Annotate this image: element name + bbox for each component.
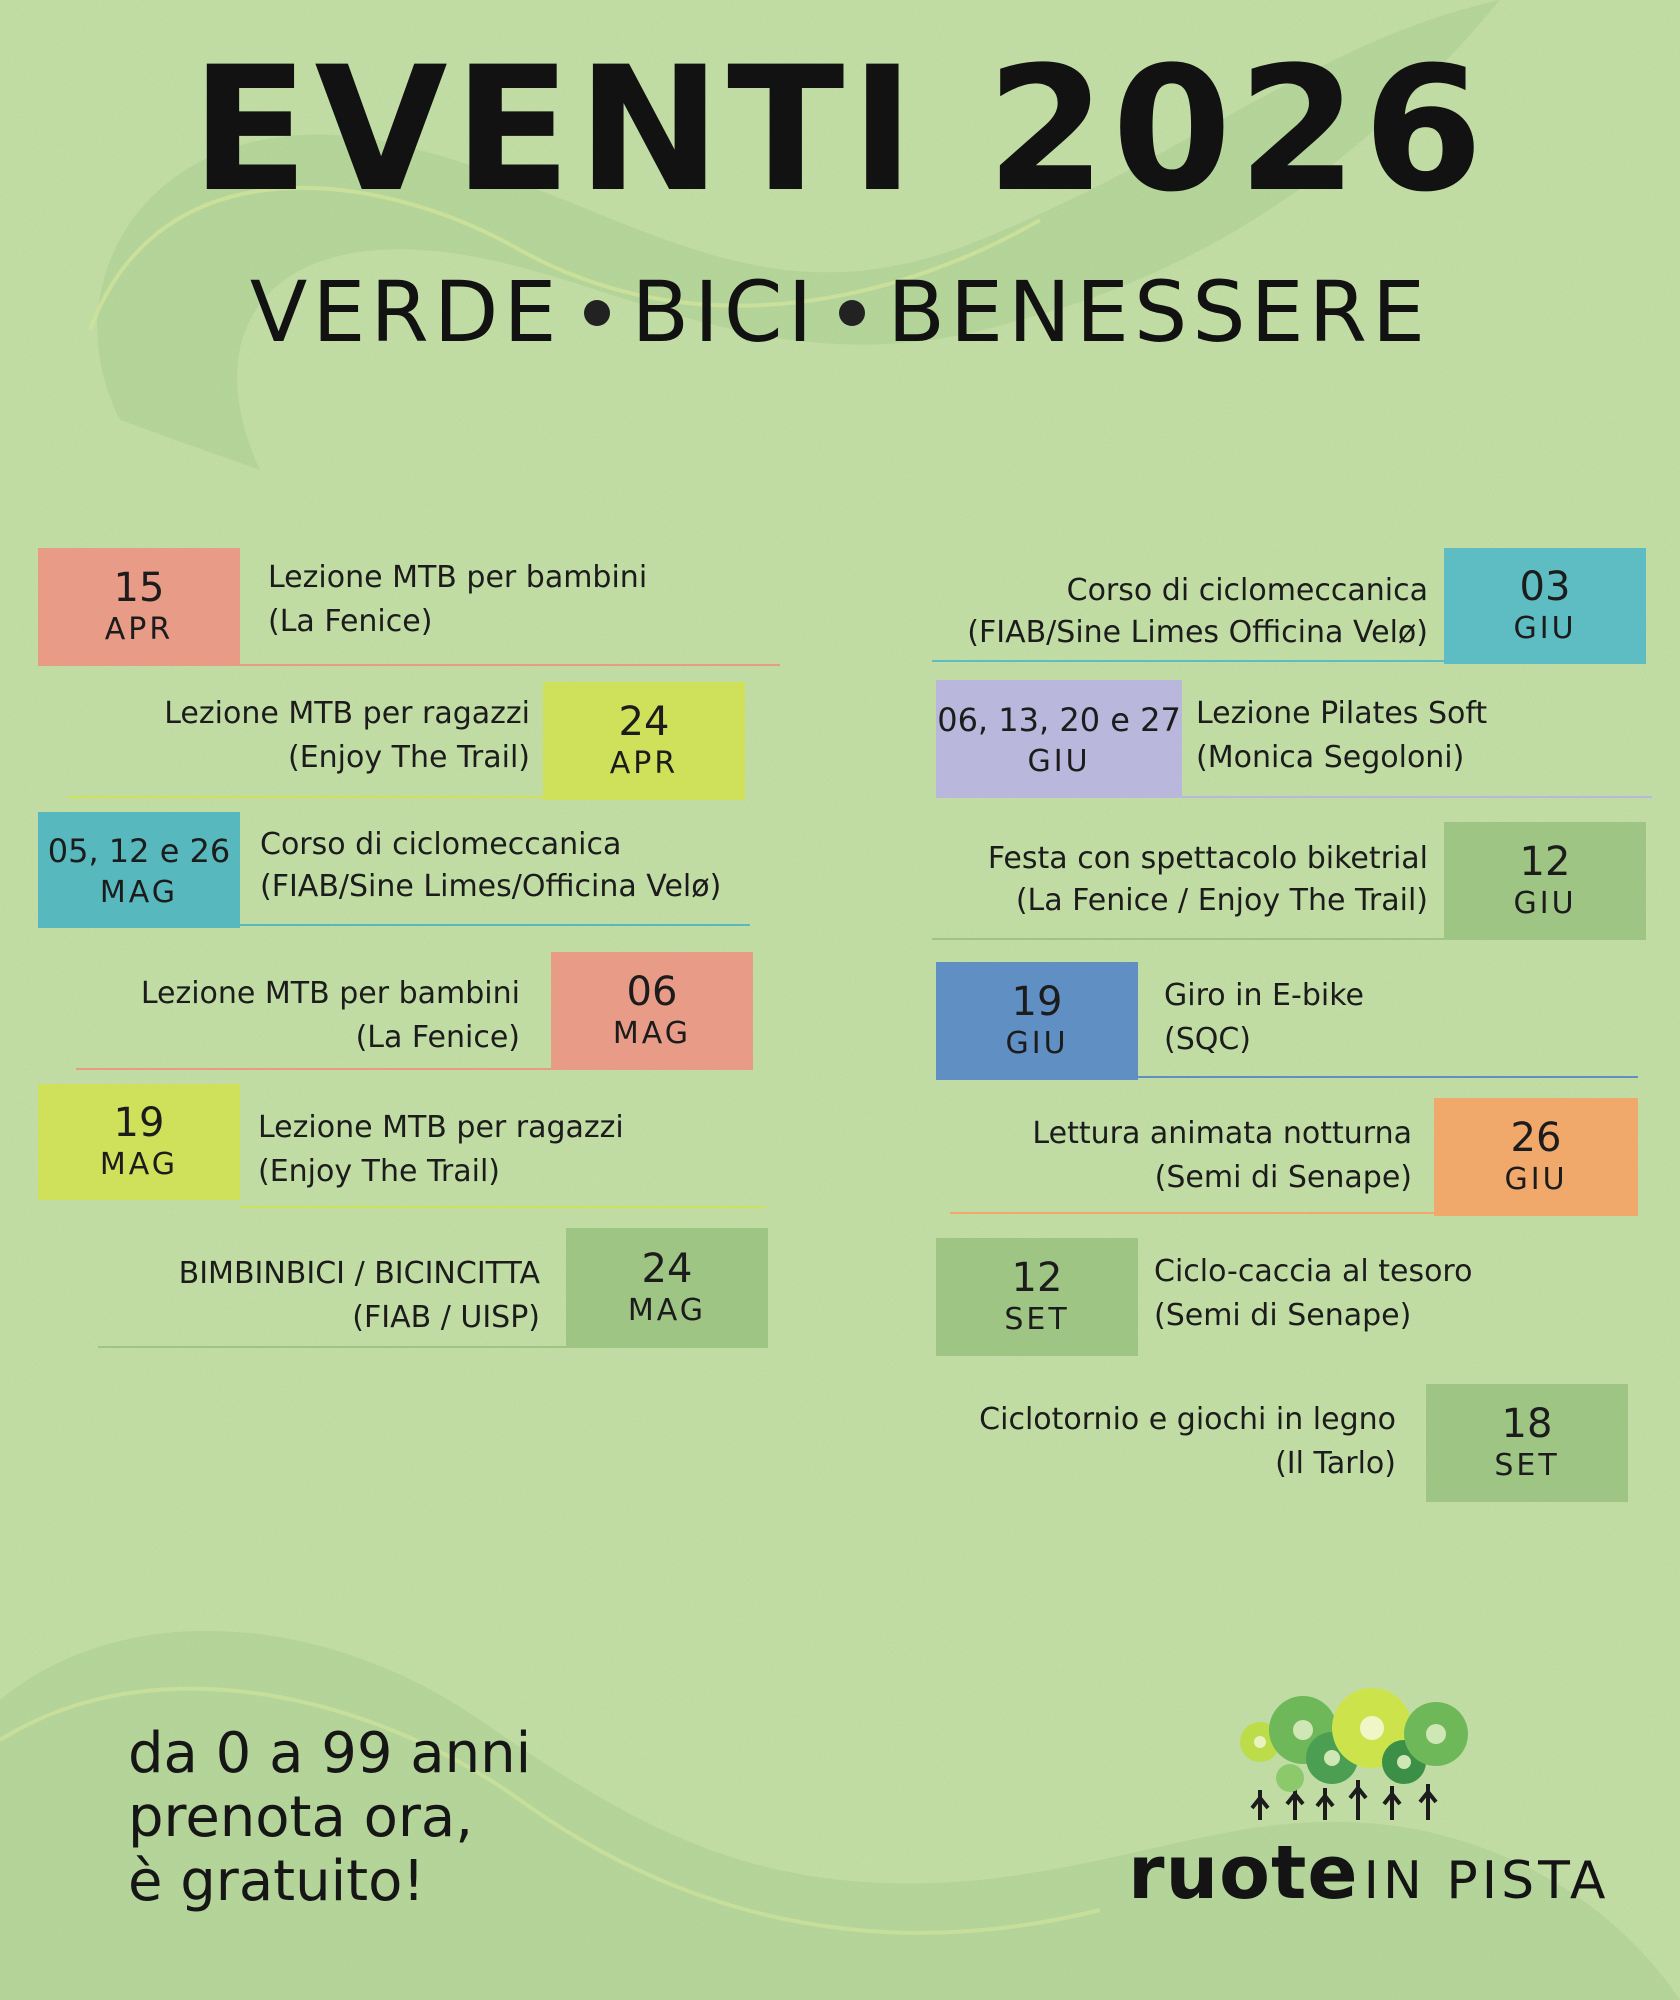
- date-badge: [936, 962, 1138, 1080]
- divider: [932, 660, 1444, 662]
- date-month: GIU: [1513, 611, 1577, 646]
- date-day: 26: [1510, 1115, 1562, 1161]
- event-description: [141, 972, 520, 1060]
- event-title: Lettura animata notturna: [1032, 1116, 1412, 1151]
- event-description: [1032, 1112, 1412, 1200]
- event-description: [1154, 1250, 1472, 1338]
- date-badge: [38, 1084, 240, 1200]
- event-description: [979, 1398, 1396, 1486]
- date-month: GIU: [1005, 1026, 1069, 1061]
- date-day: 06: [626, 969, 678, 1015]
- date-day: 06, 13, 20 e 27: [937, 701, 1181, 739]
- event-organizer: (Enjoy The Trail): [288, 740, 530, 775]
- divider: [240, 1206, 765, 1208]
- event-item: [880, 822, 1650, 940]
- event-organizer: (La Fenice): [268, 604, 433, 639]
- page-subtitle: [120, 262, 1560, 362]
- logo-wordmark: [1128, 1830, 1610, 1916]
- date-badge: [936, 1238, 1138, 1356]
- event-title: BIMBINBICI / BICINCITTA: [178, 1256, 540, 1291]
- date-month: MAG: [99, 1147, 179, 1182]
- divider: [98, 1346, 566, 1348]
- bullet-dot-icon: [584, 300, 610, 326]
- event-item: [880, 1098, 1650, 1216]
- event-item: [936, 680, 1666, 798]
- event-item: [936, 1238, 1666, 1356]
- event-item: [38, 682, 758, 800]
- date-day: 18: [1501, 1401, 1553, 1447]
- event-description: [260, 824, 721, 908]
- date-month: MAG: [99, 875, 179, 910]
- event-item: [936, 962, 1666, 1080]
- date-month: SET: [1004, 1302, 1070, 1337]
- footer-line: è gratuito!: [128, 1849, 425, 1914]
- date-month: MAG: [612, 1016, 692, 1051]
- divider: [76, 1068, 551, 1070]
- date-day: 15: [113, 565, 165, 611]
- logo-word: ruote: [1128, 1830, 1359, 1916]
- event-title: Lezione MTB per ragazzi: [164, 696, 530, 731]
- divider: [1182, 796, 1652, 798]
- event-description: [179, 1252, 540, 1340]
- event-organizer: (Semi di Senape): [1154, 1160, 1412, 1195]
- date-badge: [38, 548, 240, 666]
- event-item: [880, 1384, 1650, 1502]
- date-day: 12: [1519, 839, 1571, 885]
- date-month: GIU: [1513, 886, 1577, 921]
- event-organizer: (Il Tarlo): [1275, 1446, 1396, 1481]
- date-day: 19: [113, 1100, 165, 1146]
- subtitle-part: BENESSERE: [887, 263, 1431, 361]
- event-description: [988, 838, 1428, 922]
- event-title: Corso di ciclomeccanica: [1066, 573, 1428, 608]
- event-organizer: (FIAB / UISP): [352, 1300, 540, 1335]
- date-month: APR: [104, 612, 174, 647]
- subtitle-part: BICI: [631, 263, 818, 361]
- date-badge: [38, 812, 240, 928]
- event-description: [268, 556, 647, 644]
- event-description: [164, 692, 530, 780]
- date-day: 12: [1011, 1255, 1063, 1301]
- event-description: [258, 1106, 624, 1194]
- event-organizer: (Enjoy The Trail): [258, 1154, 500, 1189]
- event-item: [38, 952, 758, 1070]
- event-title: Lezione MTB per ragazzi: [258, 1110, 624, 1145]
- date-month: GIU: [1504, 1162, 1568, 1197]
- event-organizer: (FIAB/Sine Limes/Officina Velø): [260, 869, 722, 904]
- event-organizer: (Semi di Senape): [1154, 1298, 1412, 1333]
- footer-tagline: [128, 1722, 531, 1914]
- date-day: 24: [641, 1246, 693, 1292]
- date-day: 24: [618, 699, 670, 745]
- event-organizer: (Monica Segoloni): [1196, 740, 1465, 775]
- footer-line: prenota ora,: [128, 1785, 474, 1850]
- footer-line: da 0 a 99 anni: [128, 1721, 532, 1786]
- event-item: [38, 1084, 798, 1200]
- event-title: Lezione Pilates Soft: [1196, 696, 1488, 731]
- event-item: [38, 548, 758, 666]
- event-title: Ciclo-caccia al tesoro: [1154, 1254, 1473, 1289]
- event-title: Corso di ciclomeccanica: [260, 827, 622, 862]
- divider: [1138, 1076, 1638, 1078]
- event-description: [1196, 692, 1487, 780]
- divider: [240, 924, 750, 926]
- divider: [240, 664, 780, 666]
- date-badge: [566, 1228, 768, 1348]
- event-item: [38, 812, 838, 928]
- date-month: SET: [1494, 1448, 1560, 1483]
- logo-word: IN PISTA: [1363, 1851, 1610, 1911]
- date-badge: [1434, 1098, 1638, 1216]
- divider: [932, 938, 1444, 940]
- event-title: Lezione MTB per bambini: [268, 560, 648, 595]
- event-title: Lezione MTB per bambini: [140, 976, 520, 1011]
- page-title: EVENTI 2026: [191, 29, 1489, 230]
- date-day: 19: [1011, 979, 1063, 1025]
- event-description: [967, 570, 1428, 654]
- event-title: Ciclotornio e giochi in legno: [979, 1402, 1396, 1437]
- date-day: 03: [1519, 564, 1571, 610]
- event-item: [880, 548, 1650, 664]
- event-organizer: (La Fenice): [355, 1020, 520, 1055]
- date-month: GIU: [1027, 744, 1091, 779]
- divider: [950, 1212, 1434, 1214]
- divider: [68, 796, 543, 798]
- event-title: Festa con spettacolo biketrial: [987, 841, 1428, 876]
- event-title: Giro in E-bike: [1164, 978, 1364, 1013]
- date-day: 05, 12 e 26: [47, 832, 231, 870]
- bullet-dot-icon: [839, 300, 865, 326]
- date-badge: [936, 680, 1182, 798]
- date-badge: [1444, 548, 1646, 664]
- subtitle-part: VERDE: [249, 263, 562, 361]
- event-organizer: (FIAB/Sine Limes Officina Velø): [967, 615, 1428, 650]
- event-description: [1164, 974, 1364, 1062]
- date-badge: [543, 682, 745, 800]
- date-badge: [551, 952, 753, 1070]
- event-item: [38, 1228, 778, 1348]
- date-month: MAG: [627, 1293, 707, 1328]
- date-badge: [1426, 1384, 1628, 1502]
- date-month: APR: [609, 746, 679, 781]
- date-badge: [1444, 822, 1646, 940]
- event-organizer: (SQC): [1164, 1022, 1252, 1057]
- event-organizer: (La Fenice / Enjoy The Trail): [1015, 883, 1428, 918]
